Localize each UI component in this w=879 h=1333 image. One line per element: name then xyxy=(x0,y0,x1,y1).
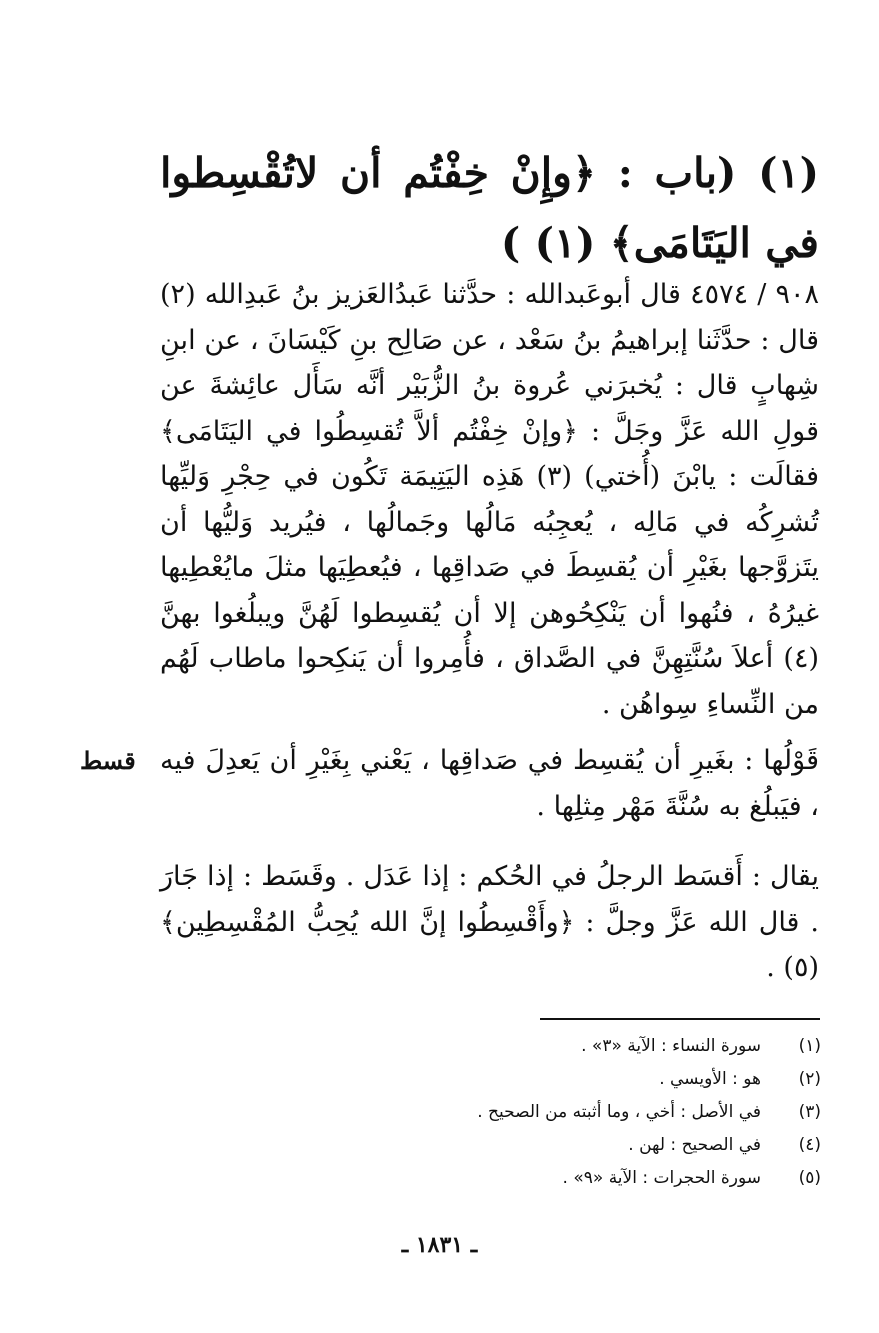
footnote-number: (٣) xyxy=(798,1102,821,1122)
page-number: ـ ١٨٣١ ـ xyxy=(401,1232,478,1258)
footnote-number: (١) xyxy=(798,1036,821,1056)
chapter-heading: (١) (باب : ﴿وإِنْ خِفْتُم أن لاتُقْسِطوا في اليَتَامَى﴾ (١) ) xyxy=(160,149,819,267)
footnote-text: في الأصل : أخي ، وما أثبته من الصحيح . xyxy=(477,1102,761,1122)
footnote-text: سورة الحجرات : الآية «٩» . xyxy=(562,1168,761,1188)
footnotes xyxy=(340,1030,821,1195)
hadith-paragraph: ٩٠٨ / ٤٥٧٤ قال أبوعَبدالله : حدَّثنا عَبدُالعَزيز بنُ عَبدِالله (٢) قال : حدَّثَنا إبراهيمُ بنُ سَعْد ، عن صَالِح بنِ كَيْسَانَ ، عن ابنِ شِهابٍ قال : يُخبرَني عُروة بنُ الزُّبَيْر أنَّه سَأَل عائِشةَ عن قولِ الله عَزَّ وجَلَّ : ﴿وإنْ خِفْتُم ألاَّ تُقسِطُوا في اليَتَامَى﴾ فقالَت : يابْنَ (أُختي) (٣) هَذِه اليَتِيمَة تَكُون في حِجْرِ وَليِّها تُشرِكُه في مَالِه ، يُعجِبُه مَالُها وجَمالُها ، فيُريد وَليُّها أن يتَزوَّجها بغَيْرِ أن يُقسِطَ في صَداقِها ، فيُعطِيَها مثلَ مايُعْطِيها غيرُهُ ، فنُهوا أن يَنْكِحُوهن إلا أن يُقسِطوا لَهُنَّ ويبلُغوا بهنَّ (٤) أعلاَ سُنَّتِهِنَّ في الصَّداق ، فأُمِروا أن يَنكِحوا ماطاب لَهُم من النِّساءِ سِواهُن . xyxy=(160,279,819,720)
definition-paragraph: يقال : أَقسَط الرجلُ في الحُكم : إذا عَدَل . وقَسَط : إذا جَارَ . قال الله عَزَّ وجلَّ : ﴿وأَقْسِطُوا إنَّ الله يُحِبُّ المُقْسِطِين﴾ (٥) . xyxy=(160,861,819,983)
footnote-text: سورة النساء : الآية «٣» . xyxy=(581,1036,761,1056)
footnote-text: هو : الأويسي . xyxy=(659,1069,761,1089)
footnote-item xyxy=(340,1162,821,1195)
footnote-number: (٥) xyxy=(798,1168,821,1188)
footnote-number: (٤) xyxy=(798,1135,821,1155)
footnote-separator xyxy=(540,1018,820,1020)
footnote-item xyxy=(340,1063,821,1096)
commentary-paragraph: قَوْلُها : بغَيرِ أن يُقسِط في صَداقِها ، يَعْني بِغَيْرِ أن يَعدِلَ فيه ، فيَبلُغ به سُنَّةَ مَهْر مِثلِها . xyxy=(160,745,819,822)
footnote-number: (٢) xyxy=(798,1069,821,1089)
footnote-text: في الصحيح : لهن . xyxy=(628,1135,761,1155)
footnote-item xyxy=(340,1129,821,1162)
footnote-item xyxy=(340,1030,821,1063)
margin-keyword: قسط xyxy=(80,746,136,775)
footnote-item xyxy=(340,1096,821,1129)
